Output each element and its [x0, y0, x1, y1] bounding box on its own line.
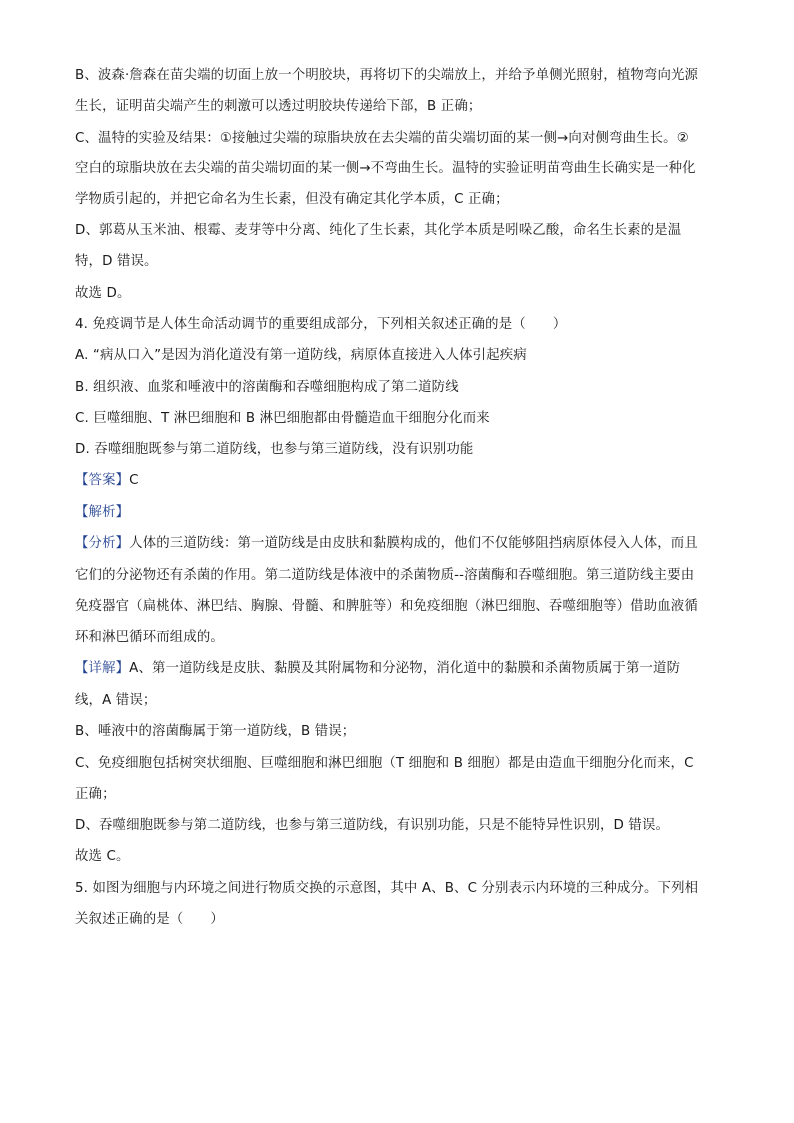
text-line: 特，D 错误。 [75, 254, 158, 269]
text-line: B、波森·詹森在苗尖端的切面上放一个明胶块，再将切下的尖端放上，并给予单侧光照射，植物弯向光源 [75, 68, 699, 83]
text-line: 故选 D。 [75, 286, 131, 301]
text-line: 正确； [75, 787, 116, 802]
text-line: 环和淋巴循环而组成的。 [75, 630, 224, 645]
analysis-line [75, 503, 725, 523]
answer-value: C [129, 473, 139, 488]
text-line: D、吞噬细胞既参与第二道防线，也参与第三道防线，有识别功能，只是不能特异性识别，D 错误。 [75, 818, 670, 833]
xiangjie-text: A、第一道防线是皮肤、黏膜及其附属物和分泌物，消化道中的黏膜和杀菌物质属于第一道防 [129, 661, 681, 676]
question-stem: 4. 免疫调节是人体生命活动调节的重要组成部分，下列相关叙述正确的是（ ） [75, 317, 567, 332]
text-line: 它们的分泌物还有杀菌的作用。第二道防线是体液中的杀菌物质--溶菌酶和吞噬细胞。第三道防线主要由 [75, 568, 695, 583]
text-line: 学物质引起的，并把它命名为生长素，但没有确定其化学本质，C 正确； [75, 192, 509, 207]
option-c: C. 巨噬细胞、T 淋巴细胞和 B 淋巴细胞都由骨髓造血干细胞分化而来 [75, 411, 490, 426]
text-line: C、免疫细胞包括树突状细胞、巨噬细胞和淋巴细胞（T 细胞和 B 细胞）都是由造血干细胞分化而来，C [75, 756, 694, 771]
option-b: B. 组织液、血浆和唾液中的溶菌酶和吞噬细胞构成了第二道防线 [75, 380, 459, 395]
text-line: D、郭葛从玉米油、根霉、麦芽等中分离、纯化了生长素，其化学本质是吲哚乙酸，命名生长素的是温 [75, 223, 682, 238]
text-line: B、唾液中的溶菌酶属于第一道防线，B 错误； [75, 724, 356, 739]
text-line: 生长，证明苗尖端产生的刺激可以透过明胶块传递给下部，B 正确； [75, 99, 482, 114]
xiangjie-tag: 【详解】 [75, 661, 130, 676]
text-line: C、温特的实验及结果：①接触过尖端的琼脂块放在去尖端的苗尖端切面的某一侧→向对侧弯曲生长。② [75, 131, 689, 146]
answer-tag: 【答案】 [75, 473, 130, 488]
fenxi-line [75, 534, 725, 554]
text-line: 空白的琼脂块放在去尖端的苗尖端切面的某一侧→不弯曲生长。温特的实验证明苗弯曲生长确实是一种化 [75, 161, 696, 176]
option-a: A. “病从口入”是因为消化道没有第一道防线，病原体直接进入人体引起疾病 [75, 348, 527, 363]
text-line: 线，A 错误； [75, 693, 157, 708]
text-line: 关叙述正确的是（ ） [75, 912, 224, 927]
analysis-tag: 【解析】 [75, 505, 130, 520]
text-line: 故选 C。 [75, 849, 130, 864]
answer-line [75, 471, 725, 491]
question-stem: 5. 如图为细胞与内环境之间进行物质交换的示意图，其中 A、B、C 分别表示内环境的三种成分。下列相 [75, 881, 699, 896]
fenxi-text: 人体的三道防线：第一道防线是由皮肤和黏膜构成的，他们不仅能够阻挡病原体侵入人体，而且 [129, 536, 698, 551]
option-d: D. 吞噬细胞既参与第二道防线，也参与第三道防线，没有识别功能 [75, 442, 474, 457]
text-line: 免疫器官（扁桃体、淋巴结、胸腺、骨髓、和脾脏等）和免疫细胞（淋巴细胞、吞噬细胞等）借助血液循 [75, 599, 698, 614]
xiangjie-line [75, 659, 725, 679]
fenxi-tag: 【分析】 [75, 536, 130, 551]
